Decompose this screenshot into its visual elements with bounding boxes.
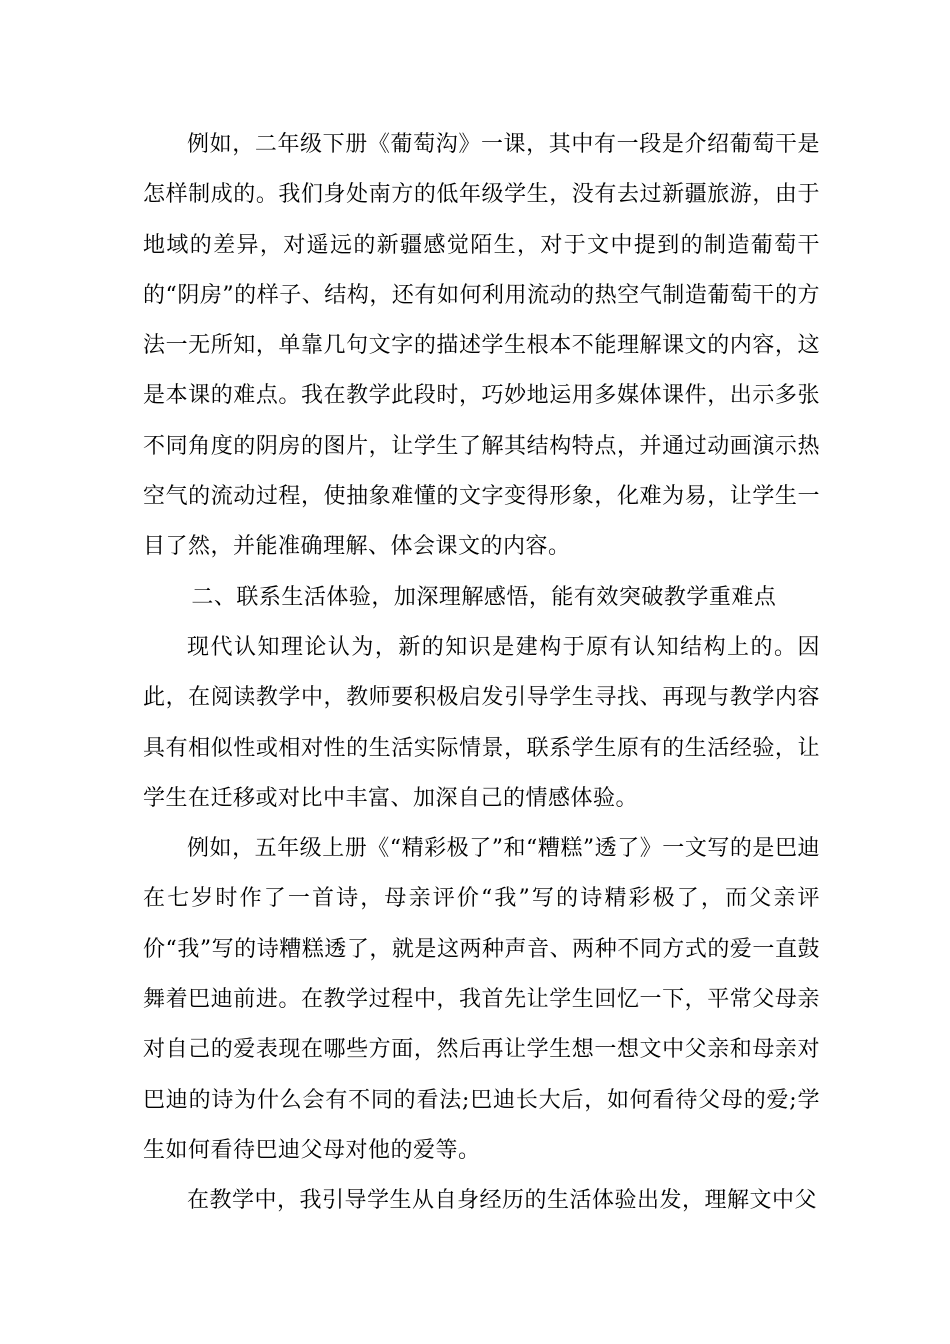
paragraph-teaching-guidance: 在教学中，我引导学生从自身经历的生活体验出发，理解文中父 [187, 1188, 818, 1214]
paragraph-buddy-poem-example: 例如，五年级上册《“精彩极了”和“糟糕”透了》一文写的是巴迪在七岁时作了一首诗，母亲评价“我”写的诗精彩极了，而父亲评价“我”写的诗糟糕透了，就是这两种声音、两种不同方式的爱一直鼓舞着巴迪前进。在教学过程中，我首先让学生回忆一下，平常父母亲对自己的爱表现在哪些方面，然后再让学生想一想文中父亲和母亲对巴迪的诗为什么会有不同的看法;巴迪长大后，如何看待父母的爱;学生如何看待巴迪父母对他的爱等。 [143, 836, 820, 1163]
paragraph-cognitive-theory: 现代认知理论认为，新的知识是建构于原有认知结构上的。因此，在阅读教学中，教师要积极启发引导学生寻找、再现与教学内容具有相似性或相对性的生活实际情景，联系学生原有的生活经验，让学生在迁移或对比中丰富、加深自己的情感体验。 [143, 634, 820, 811]
paragraph-grape-valley-example: 例如，二年级下册《葡萄沟》一课，其中有一段是介绍葡萄干是怎样制成的。我们身处南方的低年级学生，没有去过新疆旅游，由于地域的差异，对遥远的新疆感觉陌生，对于文中提到的制造葡萄干的“阴房”的样子、结构，还有如何利用流动的热空气制造葡萄干的方法一无所知，单靠几句文字的描述学生根本不能理解课文的内容，这是本课的难点。我在教学此段时，巧妙地运用多媒体课件，出示多张不同角度的阴房的图片，让学生了解其结构特点，并通过动画演示热空气的流动过程，使抽象难懂的文字变得形象，化难为易，让学生一目了然，并能准确理解、体会课文的内容。 [143, 132, 820, 560]
section-heading-life-experience: 二、联系生活体验，加深理解感悟，能有效突破教学重难点 [191, 584, 777, 610]
